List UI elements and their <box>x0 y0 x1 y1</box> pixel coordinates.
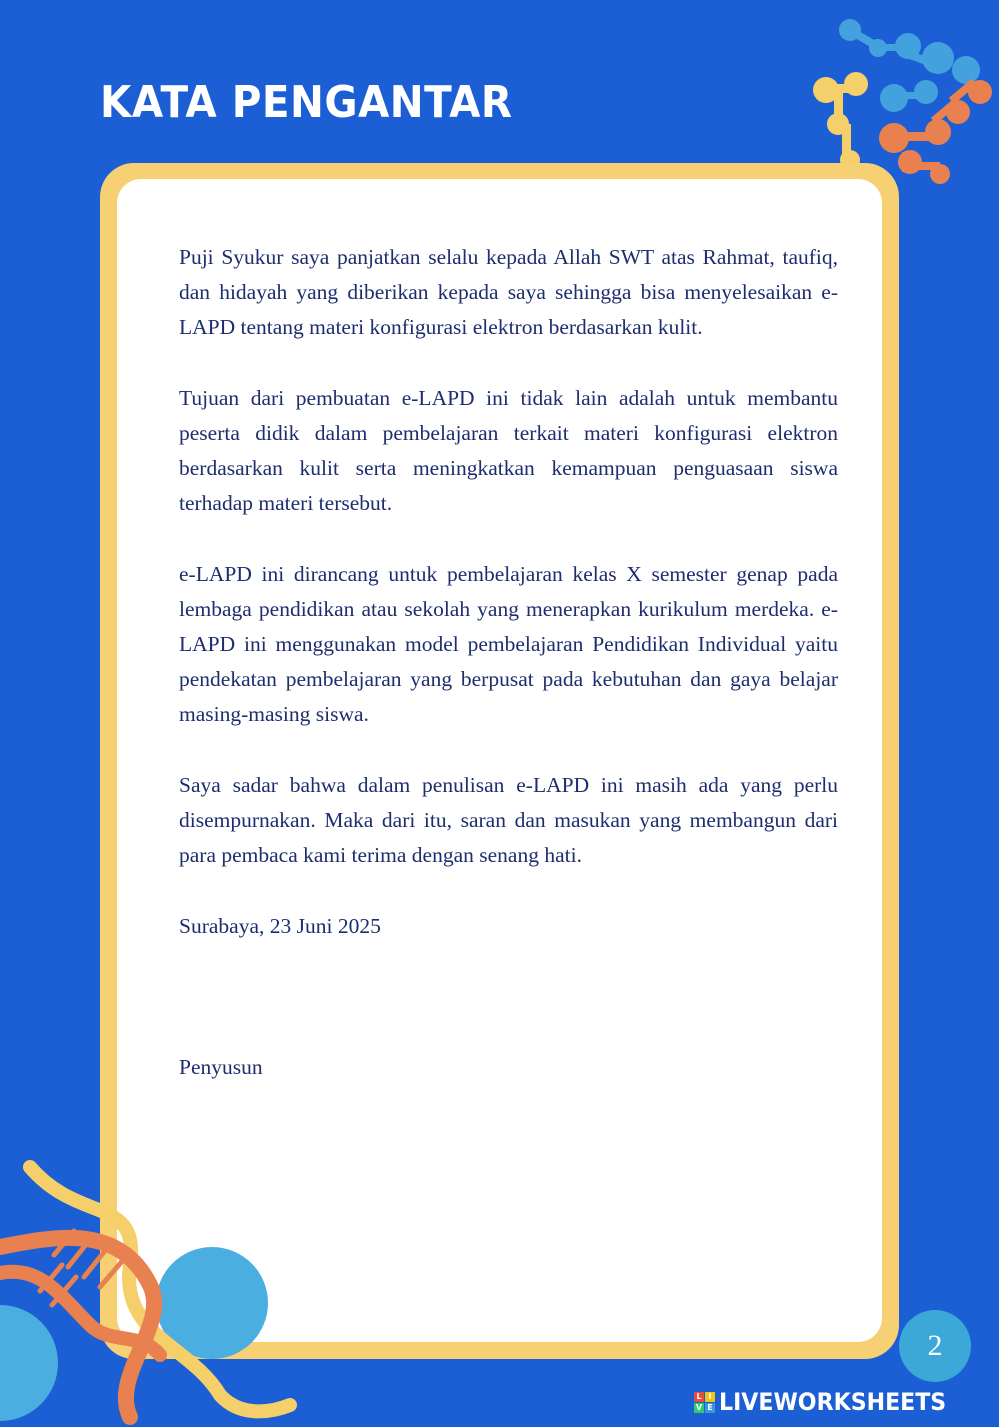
page-title: KATA PENGANTAR <box>100 77 513 128</box>
page-number: 2 <box>927 1329 943 1362</box>
page-number-badge <box>899 1310 971 1382</box>
signer: Penyusun <box>179 1055 263 1079</box>
paragraph-2: Tujuan dari pembuatan e-LAPD ini tidak lain adalah untuk membantu peserta didik dalam pembelajaran terkait materi konfigurasi elektron berdasarkan kulit serta meningkatkan kemampuan penguasaan siswa terhadap materi tersebut. <box>179 386 838 515</box>
molecule-decoration-icon <box>790 12 999 187</box>
liveworksheets-logo-icon: L I V E <box>694 1392 715 1413</box>
foreword-body <box>179 240 838 944</box>
watermark-text: LIVEWORKSHEETS <box>719 1388 947 1416</box>
place-date: Surabaya, 23 Juni 2025 <box>179 914 381 938</box>
watermark <box>694 1386 966 1418</box>
paragraph-1: Puji Syukur saya panjatkan selalu kepada Allah SWT atas Rahmat, taufiq, dan hidayah yang diberikan kepada saya sehingga bisa menyelesaikan e-LAPD tentang materi konfigurasi elektron berdasarkan kulit. <box>179 245 838 339</box>
paragraph-3: e-LAPD ini dirancang untuk pembelajaran kelas X semester genap pada lembaga pendidikan atau sekolah yang menerapkan kurikulum merdeka. e-LAPD ini menggunakan model pembelajaran Pendidikan Individual yaitu pendekatan pembelajaran yang berpusat pada kebutuhan dan gaya belajar masing-masing siswa. <box>179 562 838 726</box>
dna-helix-decoration-icon <box>0 1155 300 1427</box>
paragraph-4: Saya sadar bahwa dalam penulisan e-LAPD ini masih ada yang perlu disempurnakan. Maka dari itu, saran dan masukan yang membangun dari para pembaca kami terima dengan senang hati. <box>179 773 838 867</box>
